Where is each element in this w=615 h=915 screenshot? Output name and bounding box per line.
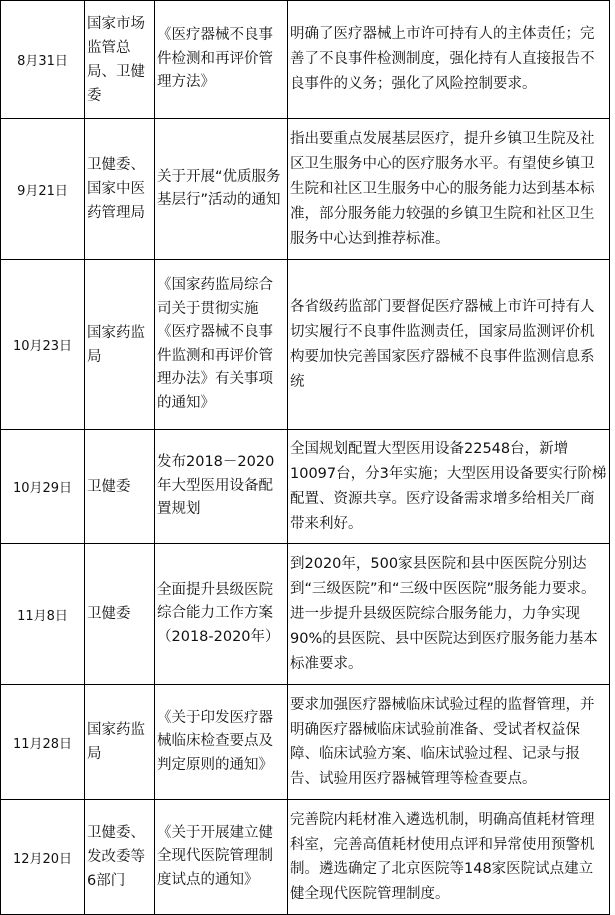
date-cell: 10月29日	[1, 430, 85, 544]
org-cell: 卫健委	[85, 544, 155, 685]
desc-cell: 全国规划配置大型医用设备22548台，新增10097台，分3年实施；大型医用设备要实行阶梯配置、资源共享。医疗设备需求增多给相关厂商带来利好。	[288, 430, 610, 544]
date-cell: 10月23日	[1, 260, 85, 430]
org-cell: 卫健委、发改委等6部门	[85, 800, 155, 915]
desc-cell: 各省级药监部门要督促医疗器械上市许可持有人切实履行不良事件监测责任，国家局监测评价机构要加快完善国家医疗器械不良事件监测信息系统	[288, 260, 610, 430]
table-row	[1, 685, 610, 800]
desc-cell: 完善院内耗材准入遴选机制，明确高值耗材管理科室，完善高值耗材使用点评和异常使用预警机制。遴选确定了北京医院等148家医院试点建立健全现代医院管理制度。	[288, 800, 610, 915]
desc-cell: 要求加强医疗器械临床试验过程的监督管理，并明确医疗器械临床试验前准备、受试者权益保障、临床试验方案、临床试验过程、记录与报告、试验用医疗器械管理等检查要点。	[288, 685, 610, 800]
org-cell: 国家药监局	[85, 685, 155, 800]
org-cell: 卫健委	[85, 430, 155, 544]
doc-cell: 关于开展“优质服务基层行”活动的通知	[155, 119, 288, 260]
org-cell: 国家市场监管总局、卫健委	[85, 1, 155, 119]
doc-cell: 《医疗器械不良事件检测和再评价管理方法》	[155, 1, 288, 119]
doc-cell: 《关于印发医疗器械临床检查要点及判定原则的通知》	[155, 685, 288, 800]
date-cell: 11月8日	[1, 544, 85, 685]
date-cell: 12月20日	[1, 800, 85, 915]
table-row	[1, 800, 610, 915]
desc-cell: 明确了医疗器械上市许可持有人的主体责任；完善了不良事件检测制度，强化持有人直接报告不良事件的义务；强化了风险控制要求。	[288, 1, 610, 119]
doc-cell: 《关于开展建立健全现代医院管理制度试点的通知》	[155, 800, 288, 915]
table-row	[1, 544, 610, 685]
table-row	[1, 260, 610, 430]
table-row	[1, 1, 610, 119]
org-cell: 卫健委、国家中医药管理局	[85, 119, 155, 260]
table-row	[1, 119, 610, 260]
doc-cell: 《国家药监局综合司关于贯彻实施《医疗器械不良事件监测和再评价管理办法》有关事项的通知》	[155, 260, 288, 430]
doc-cell: 发布2018－2020年大型医用设备配置规划	[155, 430, 288, 544]
date-cell: 8月31日	[1, 1, 85, 119]
date-cell: 11月28日	[1, 685, 85, 800]
desc-cell: 到2020年，500家县医院和县中医医院分别达到“三级医院”和“三级中医医院”服务能力要求。进一步提升县级医院综合服务能力，力争实现90%的县医院、县中医院达到医疗服务能力基本标准要求。	[288, 544, 610, 685]
desc-cell: 指出要重点发展基层医疗，提升乡镇卫生院及社区卫生服务中心的医疗服务水平。有望使乡镇卫生院和社区卫生服务中心的服务能力达到基本标准，部分服务能力较强的乡镇卫生院和社区卫生服务中心达到推荐标准。	[288, 119, 610, 260]
doc-cell: 全面提升县级医院综合能力工作方案（2018-2020年）	[155, 544, 288, 685]
table-row	[1, 430, 610, 544]
org-cell: 国家药监局	[85, 260, 155, 430]
date-cell: 9月21日	[1, 119, 85, 260]
